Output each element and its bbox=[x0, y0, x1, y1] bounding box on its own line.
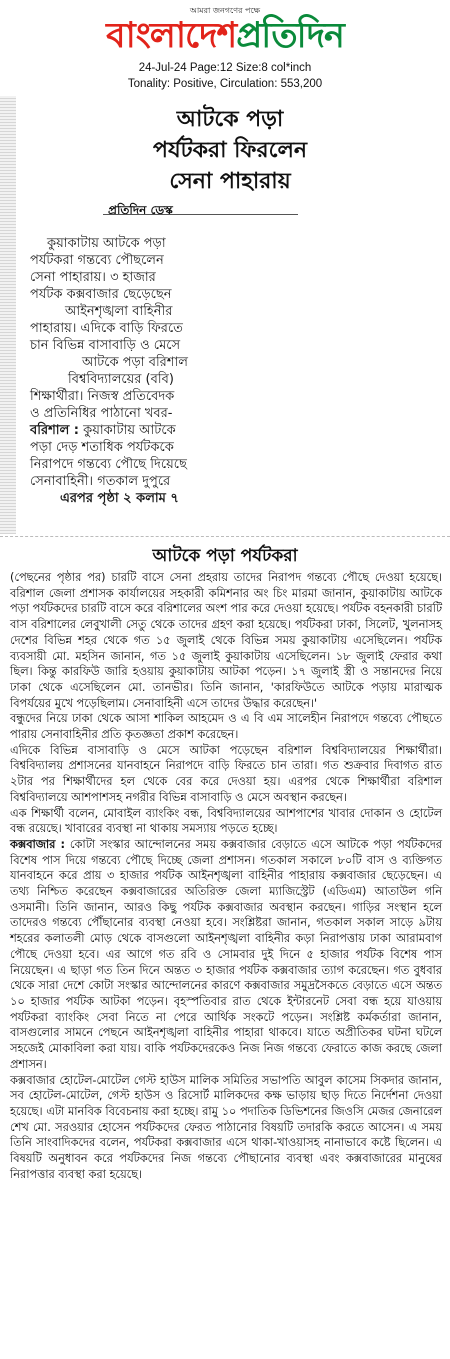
article-byline: প্রতিদিন ডেস্ক bbox=[108, 203, 173, 217]
body-paragraph: কক্সবাজার : কোটা সংস্কার আন্দোলনের সময় কক্সবাজার বেড়াতে এসে আটকে পড়া পর্যটকদের বিশেষ পাস দিয়ে গন্তব্যে পৌছে দিচ্ছে জেলা প্রশাসন। গতকাল সকালে ৮০টি বাস ও ব্যক্তিগত যানবাহনে করে প্রায় ৩ হাজার পর্যটক আইনশৃঙ্খলা বাহিনীর পাহারায় কক্সবাজার ছেড়েছেন। এ তথ্য নিশ্চিত করেছেন কক্সবাজারের অতিরিক্ত জেলা ম্যাজিস্ট্রেট (এডিএম) আতাউল গনি ওসমানী। তিনি জানান, আরও কিছু পর্যটক কক্সবাজার অবস্থান করছেন। গাড়ির সংস্থান হলে তাদেরও গন্তব্যে পৌঁছানোর ব্যবস্থা নেওয়া হবে। সংশ্লিষ্টরা জানান, গতকাল সকাল সাড়ে ৯টায় শহরের কলাতলী মোড় থেকে বাসগুলো আইনশৃঙ্খলা বাহিনীর কড়া নিরাপত্তায় ঢাকা আরামবাগ পৌছে দেওয়া হবে। এর আগে গত রবি ও সোমবার দুই দিনে ৫ হাজার পর্যটক বিশেষ পাস নিয়েছেন। এ ছাড়া গত তিন দিনে অন্তত ৩ হাজার পর্যটক কক্সবাজার ত্যাগ করেছেন। গত বুধবার থেকে সারা দেশে কোটা সংস্কার আন্দোলনের কারণে কক্সবাজার সমুদ্রসৈকতে বেড়াতে এসে অন্তত ১০ হাজার পর্যটক আটকা পড়েন। বৃহস্পতিবার রাত থেকে ইন্টারনেট সেবা বন্ধ হয়ে যাওয়ায় পর্যটকরা ব্যাংকিং সেবা নিতে না পেরে আর্থিক সংকটে পড়েন। সংশ্লিষ্ট কর্মকর্তারা জানান, বাসগুলোর সামনে পেছনে আইনশৃঙ্খলা বাহিনীর পাহারা থাকবে। যাতে অপ্রীতিকর ঘটনা ঘটলে সহজেই মোকাবিলা করা যায়। বাকি পর্যটকদেরকেও নিজ নিজ গন্তব্যে ফেরাতে কাজ করছে জেলা প্রশাসন। bbox=[10, 837, 442, 1071]
lead-line: চান বিভিন্ন বাসাবাড়ি ও মেসে bbox=[30, 338, 181, 353]
article-front-clip bbox=[0, 96, 450, 534]
logo-part-1: বাংলাদেশ bbox=[106, 16, 237, 56]
lead-line: পর্যটকরা গন্তব্যে পৌছলেন bbox=[30, 253, 164, 268]
masthead-tagline: আমরা জনগণের পক্ষে bbox=[189, 6, 261, 15]
body-paragraph: কক্সবাজার হোটেল-মোটেল গেস্ট হাউস মালিক সমিতির সভাপতি আবুল কাসেম সিকদার জানান, সব হোটেল-মোটেল, গেস্ট হাউস ও রিসোর্ট মালিকদের কক্ষ ভাড়ায় ছাড় দিতে নির্দেশনা দেওয়া হয়েছে। এটা মানবিক বিবেচনায় করা হচ্ছে। রামু ১০ পদাতিক ডিভিশনের জিওসি মেজর জেনারেল শেখ মো. সরওয়ার হোসেন পর্যটকদের ফেরত পাঠানোর বিষয়টি তদারকি করতে আসেন। এ সময় তিনি সাংবাদিকদের বলেন, পর্যটকরা কক্সবাজার এসে থাকা-খাওয়াসহ নানাভাবে কষ্টে ছিলেন। এ বিষয়টি অনুধাবন করে পর্যটকদের নিজ গন্তব্যে পৌছানোর ব্যবস্থা এবং কক্সবাজারের মানুষের নিরাপত্তার ব্যবস্থা করা হয়েছে। bbox=[10, 1073, 442, 1181]
continuation-headline: আটকে পড়া পর্যটকরা bbox=[152, 546, 298, 566]
lead-line: সেনা পাহারায়। ৩ হাজার bbox=[30, 270, 156, 285]
lead-line: আটকে পড়া বরিশাল bbox=[82, 355, 188, 370]
lead-line: পড়া দেড় শতাধিক পর্যটককে bbox=[30, 440, 174, 455]
scan-shading bbox=[0, 96, 16, 534]
newspaper-logo bbox=[0, 16, 450, 56]
headline-line-1: আটকে পড়া bbox=[176, 107, 284, 132]
body-paragraph: (পেছনের পৃষ্ঠার পর) চারটি বাসে সেনা প্রহরায় তাদের নিরাপদ গন্তব্যে পৌছে দেওয়া হয়েছে। বরিশাল জেলা প্রশাসক কার্যালয়ের সহকারী কমিশনার অং চিং মারমা জানান, কুয়াকাটায় আটকে পড়া পর্যটকদের চারটি বাসে করে বরিশালের অংশ পার করে দেওয়া হয়েছে। পর্যটক বহনকারী চারটি বাস বরিশালের লেবুখালী সেতু থেকে তাদের গ্রহণ করা হয়েছে। পর্যটকরা ঢাকা, সিলেট, খুলনাসহ দেশের বিভিন্ন শহর থেকে গত ১৫ জুলাই থেকে বিভিন্ন সময় কুয়াকাটায় এসেছিলেন। পর্যটক ব্যবসায়ী মো. মহসিন জানান, গত ১৫ জুলাই কুয়াকাটায় এসেছিলেন। ১৮ জুলাই ফেরার কথা ছিল। কিন্তু কারফিউ জারি হওয়ায় কুয়াকাটায় আটকা পড়েন। ১৭ জুলাই স্ত্রী ও সন্তানদের নিয়ে ঢাকা থেকে এসেছিলেন মো. তানভীর। তিনি জানান, 'কারফিউতে আটকে পড়ায় মারাত্মক বিপর্যয়ের মুখে পড়েছিলাম। সেনাবাহিনী এসে তাদের উদ্ধার করেছেন।' bbox=[10, 571, 442, 710]
clip-divider bbox=[0, 536, 450, 537]
lead-line: সেনাবাহিনী। গতকাল দুপুরে bbox=[30, 474, 171, 489]
byline-rule bbox=[103, 214, 298, 215]
body-paragraph: এদিকে বিভিন্ন বাসাবাড়ি ও মেসে আটকা পড়েছেন বরিশাল বিশ্ববিদ্যালয়ের শিক্ষার্থীরা। বিশ্ববিদ্যালয় প্রশাসনের যানবাহনে নিরাপদে বাড়ি ফিরতে চান তারা। গত শুক্রবার দিবাগত রাত ২টার পর শিক্ষার্থীদের হল থেকে বের করে দেওয়া হয়। এরপর থেকে শিক্ষার্থীরা বরিশাল বিশ্ববিদ্যালয়ে আশপাশসহ নগরীর বিভিন্ন বাসাবাড়ি ও মেসে অবস্থান করছেন। bbox=[10, 743, 442, 804]
lead-line: পাহারায়। এদিকে বাড়ি ফিরতে bbox=[30, 321, 183, 336]
lead-line: বরিশাল : কুয়াকাটায় আটকে bbox=[30, 423, 176, 438]
lead-line: শিক্ষার্থীরা। নিজস্ব প্রতিবেদক bbox=[30, 389, 175, 404]
lead-line: কুয়াকাটায় আটকে পড়া bbox=[47, 236, 166, 251]
continuation-body bbox=[10, 570, 442, 1182]
lead-line: নিরাপদে গন্তব্যে পৌছে দিয়েছে bbox=[30, 457, 187, 472]
lead-line: পর্যটক কক্সবাজার ছেড়েছেন bbox=[30, 287, 172, 302]
dateline-coxsbazar: কক্সবাজার : bbox=[10, 837, 66, 851]
headline-line-3: সেনা পাহারায় bbox=[169, 169, 291, 194]
body-paragraph: বন্ধুদের নিয়ে ঢাকা থেকে আসা শাকিল আহমেদ ও এ বি এম সালেহীন নিরাপদে গন্তব্যে পৌছতে পারায় সেনাবাহিনীর প্রতি কৃতজ্ঞতা প্রকাশ করেছেন। bbox=[10, 712, 442, 742]
clip-meta-tonality: Tonality: Positive, Circulation: 553,200 bbox=[127, 78, 323, 90]
headline-line-2: পর্যটকরা ফিরলেন bbox=[153, 138, 307, 163]
lead-line: বিশ্ববিদ্যালয়ের (ববি) bbox=[68, 372, 174, 387]
body-paragraph: এক শিক্ষার্থী বলেন, মোবাইল ব্যাংকিং বন্ধ, বিশ্ববিদ্যালয়ের আশপাশের খাবার দোকান ও হোটেল বন্ধ রয়েছে। খাবারের ব্যবস্থা না থাকায় সমস্যায় পড়তে হচ্ছে। bbox=[10, 806, 442, 836]
article-headline bbox=[60, 104, 400, 197]
dateline-barishal: বরিশাল : bbox=[30, 423, 79, 438]
lead-line: আইনশৃঙ্খলা বাহিনীর bbox=[65, 304, 173, 319]
lead-line: ও প্রতিনিধির পাঠানো খবর- bbox=[30, 406, 173, 421]
clip-meta-date: 24-Jul-24 Page:12 Size:8 col*inch bbox=[138, 62, 312, 74]
continued-jump-line: এরপর পৃষ্ঠা ২ কলাম ৭ bbox=[60, 491, 179, 506]
logo-part-2: প্রতিদিন bbox=[236, 16, 344, 56]
